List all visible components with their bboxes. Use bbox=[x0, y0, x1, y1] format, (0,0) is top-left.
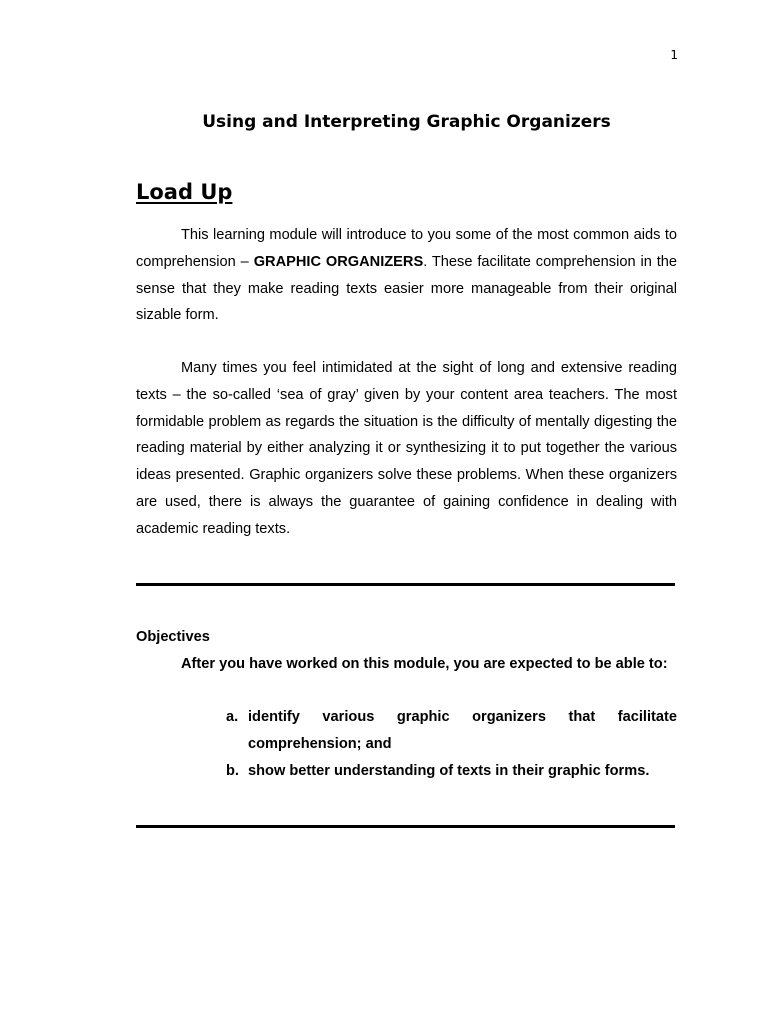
section-divider-top bbox=[136, 583, 675, 586]
objectives-list bbox=[226, 704, 677, 784]
objective-text-line: identify various graphic organizers that facilitate bbox=[248, 709, 677, 725]
intro-paragraph-text-start: This learning module will introduce to you some of the most common aids to comprehension – bbox=[136, 227, 677, 270]
objective-text-line: show better understanding of texts in their graphic forms. bbox=[248, 762, 650, 779]
objective-text-line: comprehension; and bbox=[248, 735, 392, 752]
objective-marker: b. bbox=[226, 762, 239, 779]
graphic-organizers-emphasis: GRAPHIC ORGANIZERS bbox=[253, 253, 424, 270]
objectives-intro: After you have worked on this module, you are expected to be able to: bbox=[181, 656, 668, 672]
intro-paragraph bbox=[136, 222, 677, 329]
objective-marker: a. bbox=[226, 709, 239, 725]
intro-paragraph-text-end: . These facilitate comprehension in the sense that they make reading texts easier more manageable from their original sizable form. bbox=[136, 253, 678, 324]
document-title: Using and Interpreting Graphic Organizers bbox=[202, 112, 611, 132]
objective-item bbox=[226, 704, 677, 758]
page-number: 1 bbox=[670, 48, 678, 62]
section-divider-bottom bbox=[136, 825, 675, 828]
section-heading-load-up: Load Up bbox=[136, 180, 233, 204]
problem-paragraph: Many times you feel intimidated at the sight of long and extensive reading texts – the so-called ‘sea of gray’ given by your content area teachers. The most formidable problem as regards the situation is the difficulty of mentally digesting the reading material by either analyzing it or synthesizing it to put together the various ideas presented. Graphic organizers solve these problems. When these organizers are used, there is always the guarantee of gaining confidence in dealing with academic reading texts. bbox=[136, 360, 677, 537]
objectives-heading: Objectives bbox=[136, 629, 210, 645]
objective-item bbox=[226, 758, 677, 785]
